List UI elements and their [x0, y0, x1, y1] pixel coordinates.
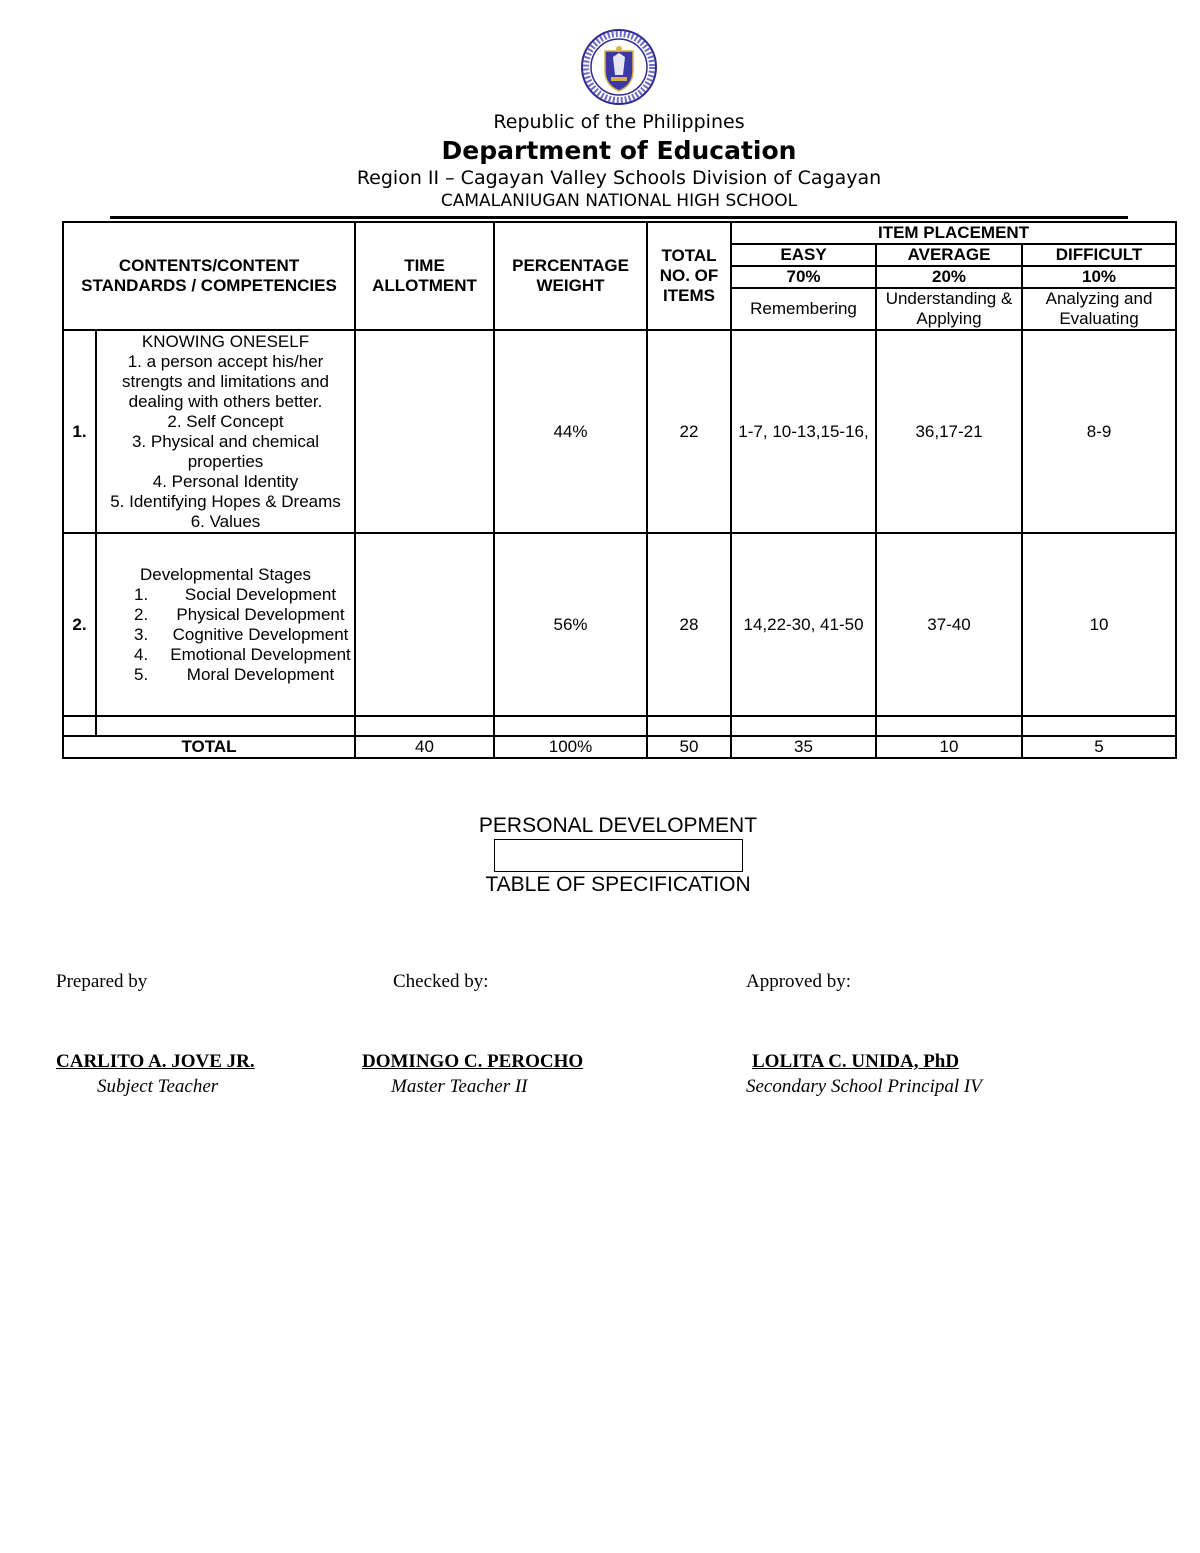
approved-label: Approved by: [746, 971, 852, 992]
header-average-skill: Understanding & Applying [876, 288, 1022, 330]
row-time [355, 330, 494, 533]
header-school: CAMALANIUGAN NATIONAL HIGH SCHOOL [440, 191, 798, 211]
header-total-items: TOTAL NO. OF ITEMS [647, 222, 731, 330]
specification-table [62, 221, 1177, 759]
content-line: 5. Identifying Hopes & Dreams [110, 491, 341, 511]
subject-box [494, 839, 743, 872]
row-average: 36,17-21 [876, 330, 1022, 533]
row-average: 37-40 [876, 533, 1022, 716]
prepared-role: Subject Teacher [97, 1076, 219, 1097]
row-difficult: 8-9 [1022, 330, 1176, 533]
row-difficult: 10 [1022, 533, 1176, 716]
approved-name: LOLITA C. UNIDA, PhD [752, 1051, 960, 1072]
row-number: 2. [63, 533, 96, 716]
header-contents: CONTENTS/CONTENT STANDARDS / COMPETENCIES [63, 222, 355, 330]
content-line: KNOWING ONESELF [141, 331, 310, 351]
header-time: TIME ALLOTMENT [355, 222, 494, 330]
table-row [63, 533, 1176, 716]
header-easy-pct: 70% [731, 266, 876, 288]
prepared-name: CARLITO A. JOVE JR. [56, 1051, 255, 1072]
header-average-pct: 20% [876, 266, 1022, 288]
list-item: 2. Physical Development [134, 604, 345, 624]
total-easy: 35 [731, 736, 876, 758]
total-average: 10 [876, 736, 1022, 758]
total-difficult: 5 [1022, 736, 1176, 758]
empty-row [63, 716, 1176, 736]
checked-role: Master Teacher II [391, 1076, 528, 1097]
header-item-placement: ITEM PLACEMENT [731, 222, 1176, 244]
header-rule [110, 216, 1128, 219]
header-difficult: DIFFICULT [1022, 244, 1176, 266]
row-content [96, 533, 355, 716]
content-line: 1. a person accept his/her strengts and limitations and dealing with others better. [122, 351, 329, 411]
prepared-label: Prepared by [56, 971, 148, 992]
header-easy-skill: Remembering [731, 288, 876, 330]
content-line: 2. Self Concept [167, 411, 284, 431]
total-percentage: 100% [494, 736, 647, 758]
total-items: 50 [647, 736, 731, 758]
approved-role: Secondary School Principal IV [746, 1076, 982, 1097]
header-percentage: PERCENTAGE WEIGHT [494, 222, 647, 330]
row-percentage: 44% [494, 330, 647, 533]
total-row [63, 736, 1176, 758]
row-easy: 14,22-30, 41-50 [731, 533, 876, 716]
content-line: 3. Physical and chemical properties [131, 431, 320, 471]
list-item: 3. Cognitive Development [134, 624, 349, 644]
content-line: 4. Personal Identity [152, 471, 299, 491]
document-title: TABLE OF SPECIFICATION [485, 873, 751, 896]
content-title: Developmental Stages [139, 564, 312, 584]
content-line: 6. Values [190, 511, 261, 531]
list-item: 5. Moral Development [134, 664, 335, 684]
checked-label: Checked by: [393, 971, 489, 992]
header-average: AVERAGE [876, 244, 1022, 266]
row-content [96, 330, 355, 533]
row-total: 28 [647, 533, 731, 716]
list-item: 4. Emotional Development [134, 644, 351, 664]
row-easy: 1-7, 10-13,15-16, [731, 330, 876, 533]
row-percentage: 56% [494, 533, 647, 716]
total-label: TOTAL [63, 736, 355, 758]
list-item: 1. Social Development [134, 584, 337, 604]
subject-title: PERSONAL DEVELOPMENT [478, 814, 758, 837]
header-easy: EASY [731, 244, 876, 266]
table-row [63, 330, 1176, 533]
checked-name: DOMINGO C. PEROCHO [362, 1051, 584, 1072]
header-department: Department of Education [441, 136, 797, 165]
deped-seal-icon [581, 29, 657, 105]
header-difficult-skill: Analyzing and Evaluating [1022, 288, 1176, 330]
row-total: 22 [647, 330, 731, 533]
header-republic: Republic of the Philippines [493, 111, 745, 133]
total-time: 40 [355, 736, 494, 758]
row-number: 1. [63, 330, 96, 533]
header-difficult-pct: 10% [1022, 266, 1176, 288]
header-region: Region II – Cagayan Valley Schools Division of Cagayan [356, 167, 882, 189]
row-time [355, 533, 494, 716]
